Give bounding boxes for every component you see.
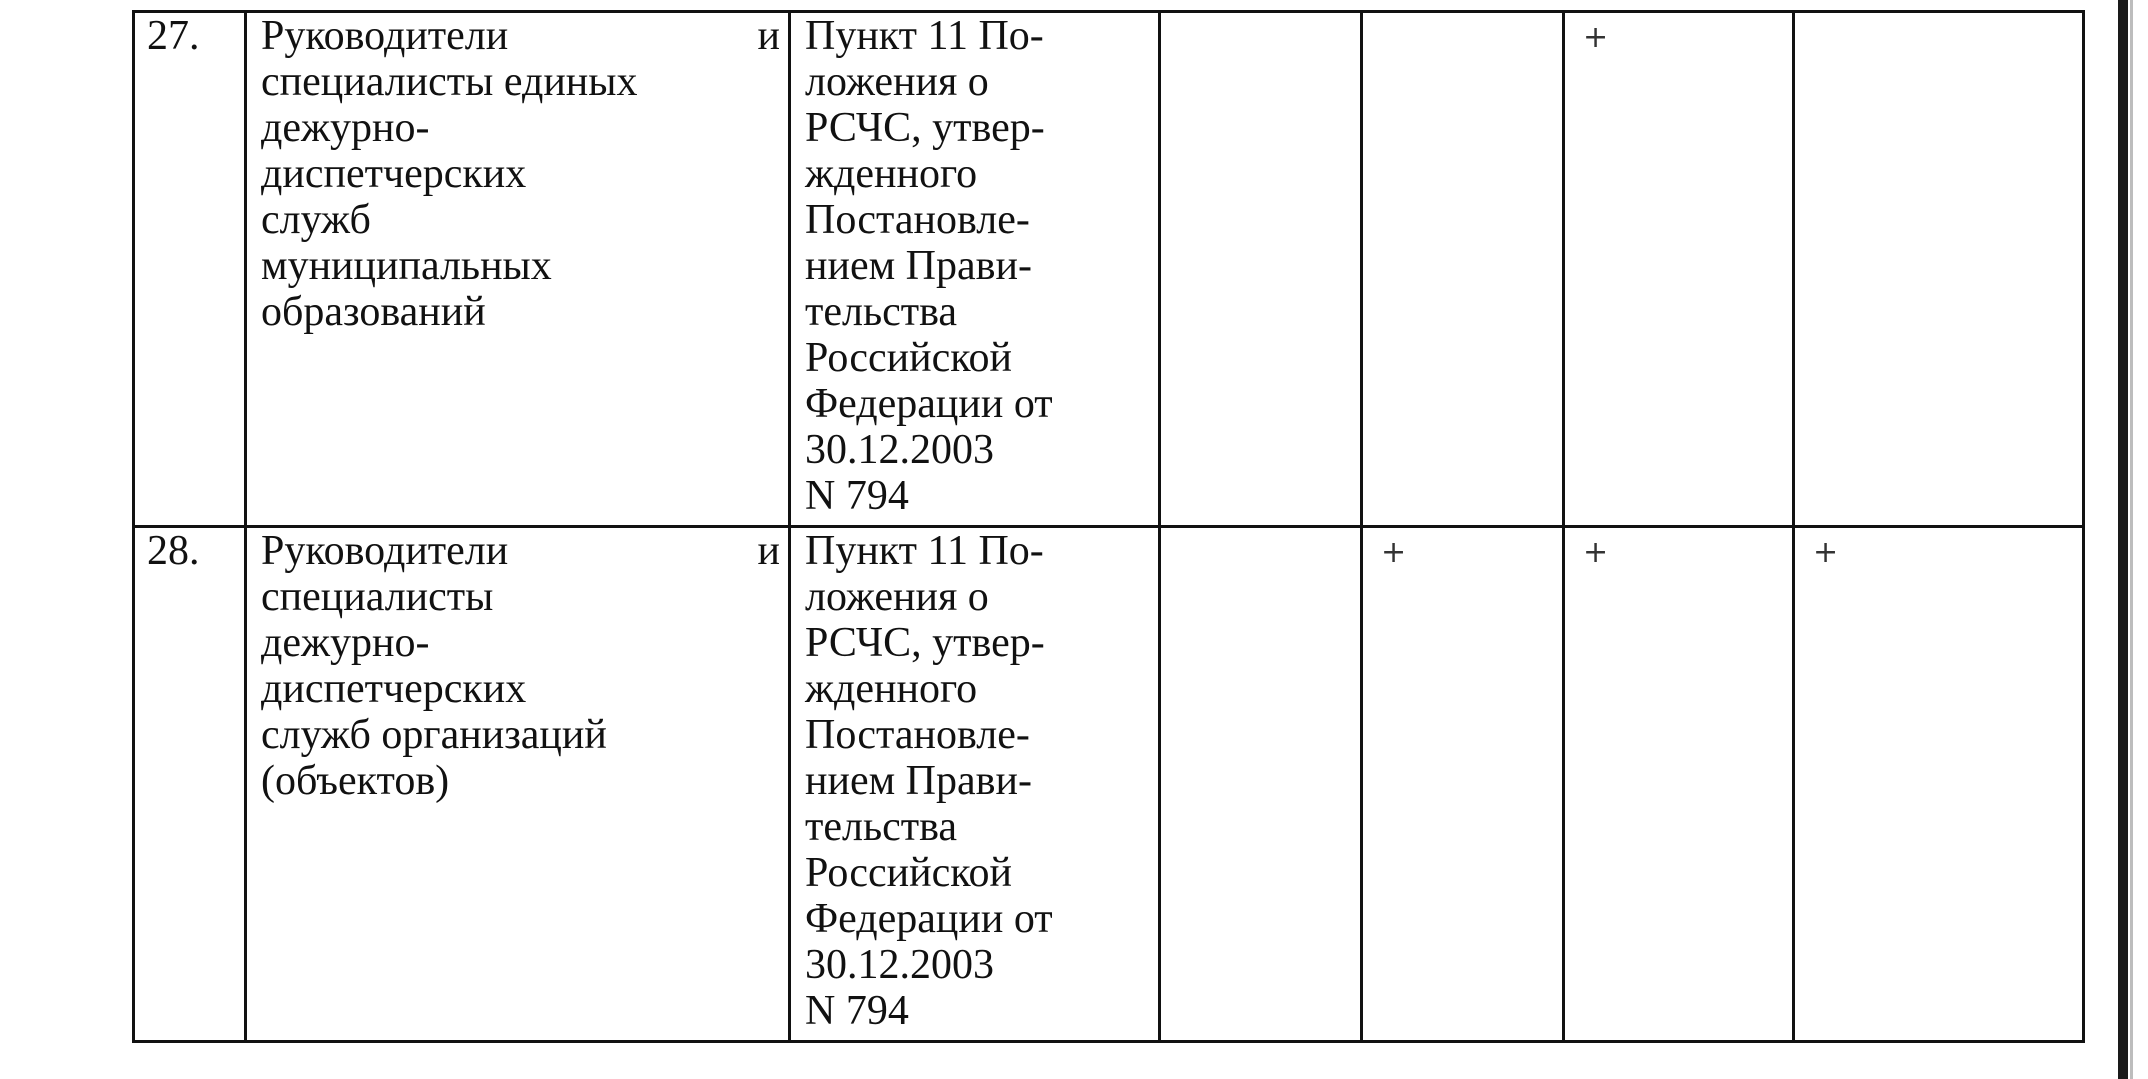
description-text: специалисты дежурно- диспетчерских служб организаций (объектов) (261, 574, 607, 804)
reference-cell (790, 527, 1160, 1042)
row-number: 27. (147, 13, 200, 59)
description-cell (246, 12, 790, 527)
description-cell (246, 527, 790, 1042)
table-row (134, 12, 2084, 527)
mark-cell (1564, 12, 1794, 527)
mark-cell (1794, 12, 2084, 527)
reference-text: Пункт 11 По- ложения о РСЧС, утвер- жденного Постановле- нием Прави- тельства Российской Федерации от 30.12.2003 N 794 (805, 13, 1053, 519)
reference-cell (790, 12, 1160, 527)
plus-mark: + (1583, 20, 1609, 55)
plus-mark: + (1583, 535, 1609, 570)
scan-edge-line (2130, 0, 2133, 1079)
mark-cell (1362, 12, 1564, 527)
row-number: 28. (147, 528, 200, 574)
description-first-line: Руководители и (261, 13, 780, 59)
row-number-cell (134, 12, 246, 527)
mark-cell (1564, 527, 1794, 1042)
plus-mark: + (1813, 535, 1839, 570)
row-number-cell (134, 527, 246, 1042)
table-row (134, 527, 2084, 1042)
description-first-line: Руководители и (261, 528, 780, 574)
mark-cell (1794, 527, 2084, 1042)
positions-table (132, 10, 2085, 1043)
mark-cell (1362, 527, 1564, 1042)
scan-edge-shadow (2118, 0, 2128, 1079)
plus-mark: + (1381, 535, 1407, 570)
description-text: специалисты единых дежурно- диспетчерских служб муниципальных образований (261, 59, 638, 335)
reference-text: Пункт 11 По- ложения о РСЧС, утвер- жденного Постановле- нием Прави- тельства Российской Федерации от 30.12.2003 N 794 (805, 528, 1053, 1034)
mark-cell (1160, 12, 1362, 527)
mark-cell (1160, 527, 1362, 1042)
